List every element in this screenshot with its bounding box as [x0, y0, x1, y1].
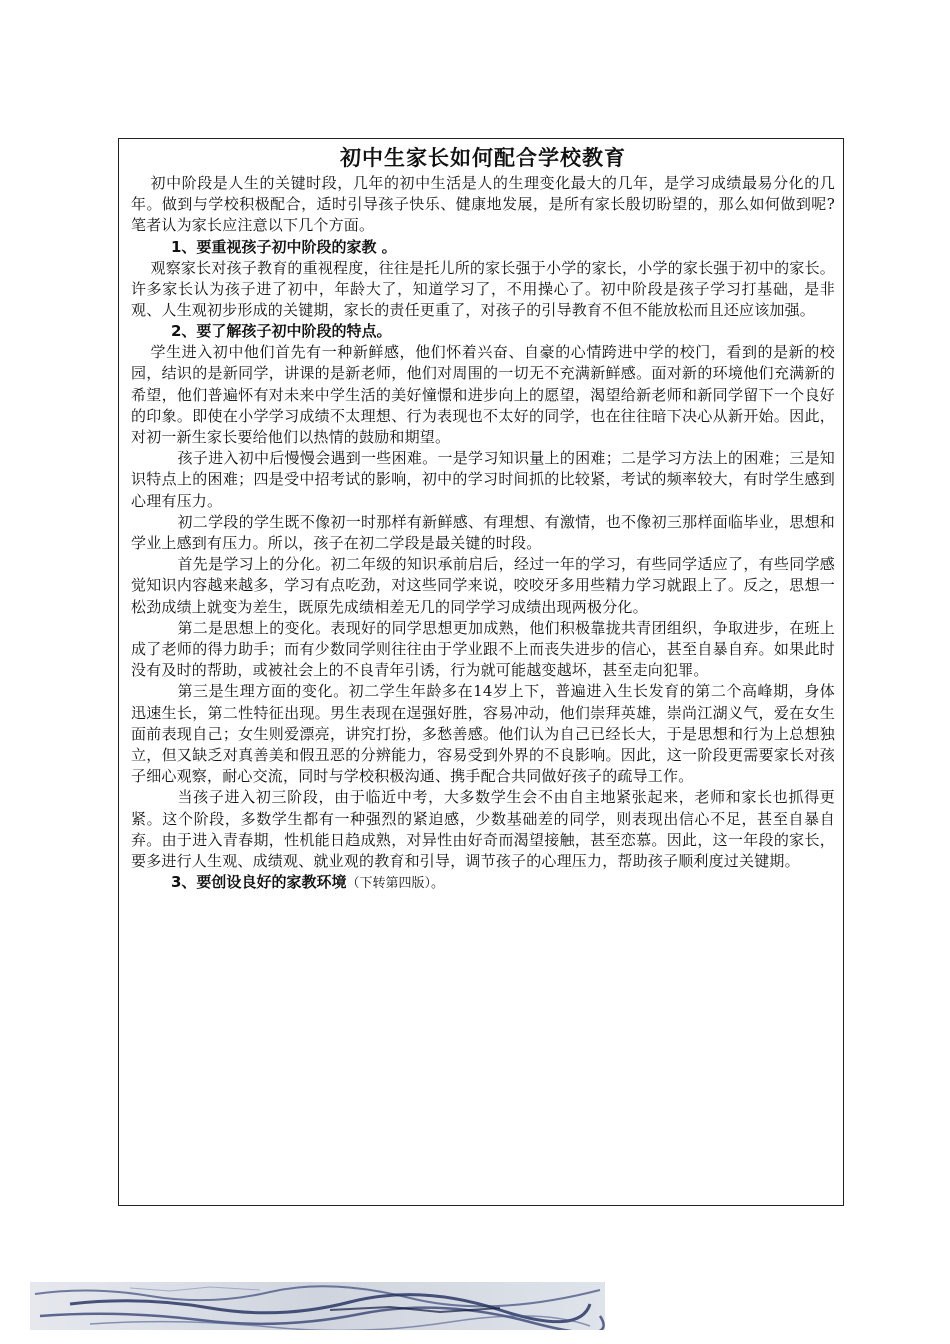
- section-2-paragraph-3: 初二学段的学生既不像初一时那样有新鲜感、有理想、有激情，也不像初三那样面临毕业，思想和学业上感到有压力。所以，孩子在初二学段是最关键的时段。: [131, 512, 835, 553]
- scan-artifact-image: [30, 1282, 605, 1330]
- section-1-paragraph: 观察家长对孩子教育的重视程度，往往是托儿所的家长强于小学的家长，小学的家长强于初中的家长。许多家长认为孩子进了初中，年龄大了，知道学习了，不用操心了。初中阶段是孩子学习打基础，是非观、人生观初步形成的关键期，家长的责任更重了，对孩子的引导教育不但不能放松而且还应该加强。: [131, 258, 835, 320]
- intro-paragraph: 初中阶段是人生的关键时段，几年的初中生活是人的生理变化最大的几年，是学习成绩最易分化的几年。做到与学校积极配合，适时引导孩子快乐、健康地发展，是所有家长殷切盼望的，那么如何做到呢?笔者认为家长应注意以下几个方面。: [131, 174, 835, 235]
- article-frame: [118, 138, 844, 1206]
- section-2-paragraph-5: 第二是思想上的变化。表现好的同学思想更加成熟，他们积极靠拢共青团组织，争取进步，在班上成了老师的得力助手；而有少数同学则往往由于学业跟不上而丧失进步的信心，甚至自暴自弃。如果此时没有及时的帮助，或被社会上的不良青年引诱，行为就可能越变越坏，甚至走向犯罪。: [131, 618, 835, 680]
- section-3-heading-end: 。: [430, 876, 444, 892]
- section-2-paragraph-6: 第三是生理方面的变化。初二学生年龄多在14岁上下，普遍进入生长发育的第二个高峰期，身体迅速生长，第二性特征出现。男生表现在逞强好胜，容易冲动，他们崇拜英雄，崇尚江湖义气，爱在女生面前表现自己；女生则爱漂亮，讲究打扮，多愁善感。他们认为自己已经长大，于是思想和行为上总想独立，但又缺乏对真善美和假丑恶的分辨能力，容易受到外界的不良影响。因此，这一阶段更需要家长对孩子细心观察，耐心交流，同时与学校积极沟通、携手配合共同做好孩子的疏导工作。: [131, 682, 835, 786]
- section-2-paragraph-2: 孩子进入初中后慢慢会遇到一些困难。一是学习知识量上的困难；二是学习方法上的困难；三是知识特点上的困难；四是受中招考试的影响，初中的学习时间抓的比较紧，考试的频率较大，有时学生感到心理有压力。: [131, 449, 835, 510]
- section-3-heading: [131, 872, 835, 894]
- article-title: 初中生家长如何配合学校教育: [340, 146, 626, 170]
- section-2-paragraph-1: 学生进入初中他们首先有一种新鲜感，他们怀着兴奋、自豪的心情跨进中学的校门，看到的是新的校园，结识的是新同学，讲课的是新老师，他们对周围的一切无不充满新鲜感。面对新的环境他们充满新的希望，他们普遍怀有对未来中学生活的美好憧憬和进步向上的愿望，渴望给新老师和新同学留下一个良好的印象。即使在小学学习成绩不太理想、行为表现也不太好的同学，也在往往暗下决心从新开始。因此，对初一新生家长要给他们以热情的鼓励和期望。: [131, 343, 835, 447]
- section-2-paragraph-7: 当孩子进入初三阶段，由于临近中考，大多数学生会不由自主地紧张起来，老师和家长也抓得更紧。这个阶段，多数学生都有一种强烈的紧迫感，少数基础差的同学，则表现出信心不足，甚至自暴自弃。由于进入青春期，性机能日趋成熟，对异性由好奇而渴望接触，甚至恋慕。因此，这一年段的家长，要多进行人生观、成绩观、就业观的教育和引导，调节孩子的心理压力，帮助孩子顺利度过关键期。: [131, 788, 835, 871]
- continued-note: （下转第四版）: [346, 876, 431, 892]
- section-2-paragraph-4: 首先是学习上的分化。初二年级的知识承前启后，经过一年的学习，有些同学适应了，有些同学感觉知识内容越来越多，学习有点吃劲，对这些同学来说，咬咬牙多用些精力学习就跟上了。反之，思想一松劲成绩上就变为差生，既原先成绩相差无几的同学学习成绩出现两极分化。: [131, 555, 835, 616]
- section-1-heading: 1、要重视孩子初中阶段的家教 。: [171, 237, 397, 256]
- section-3-heading-text: 3、要创设良好的家教环境: [171, 873, 347, 892]
- section-2-heading: 2、要了解孩子初中阶段的特点。: [171, 322, 392, 341]
